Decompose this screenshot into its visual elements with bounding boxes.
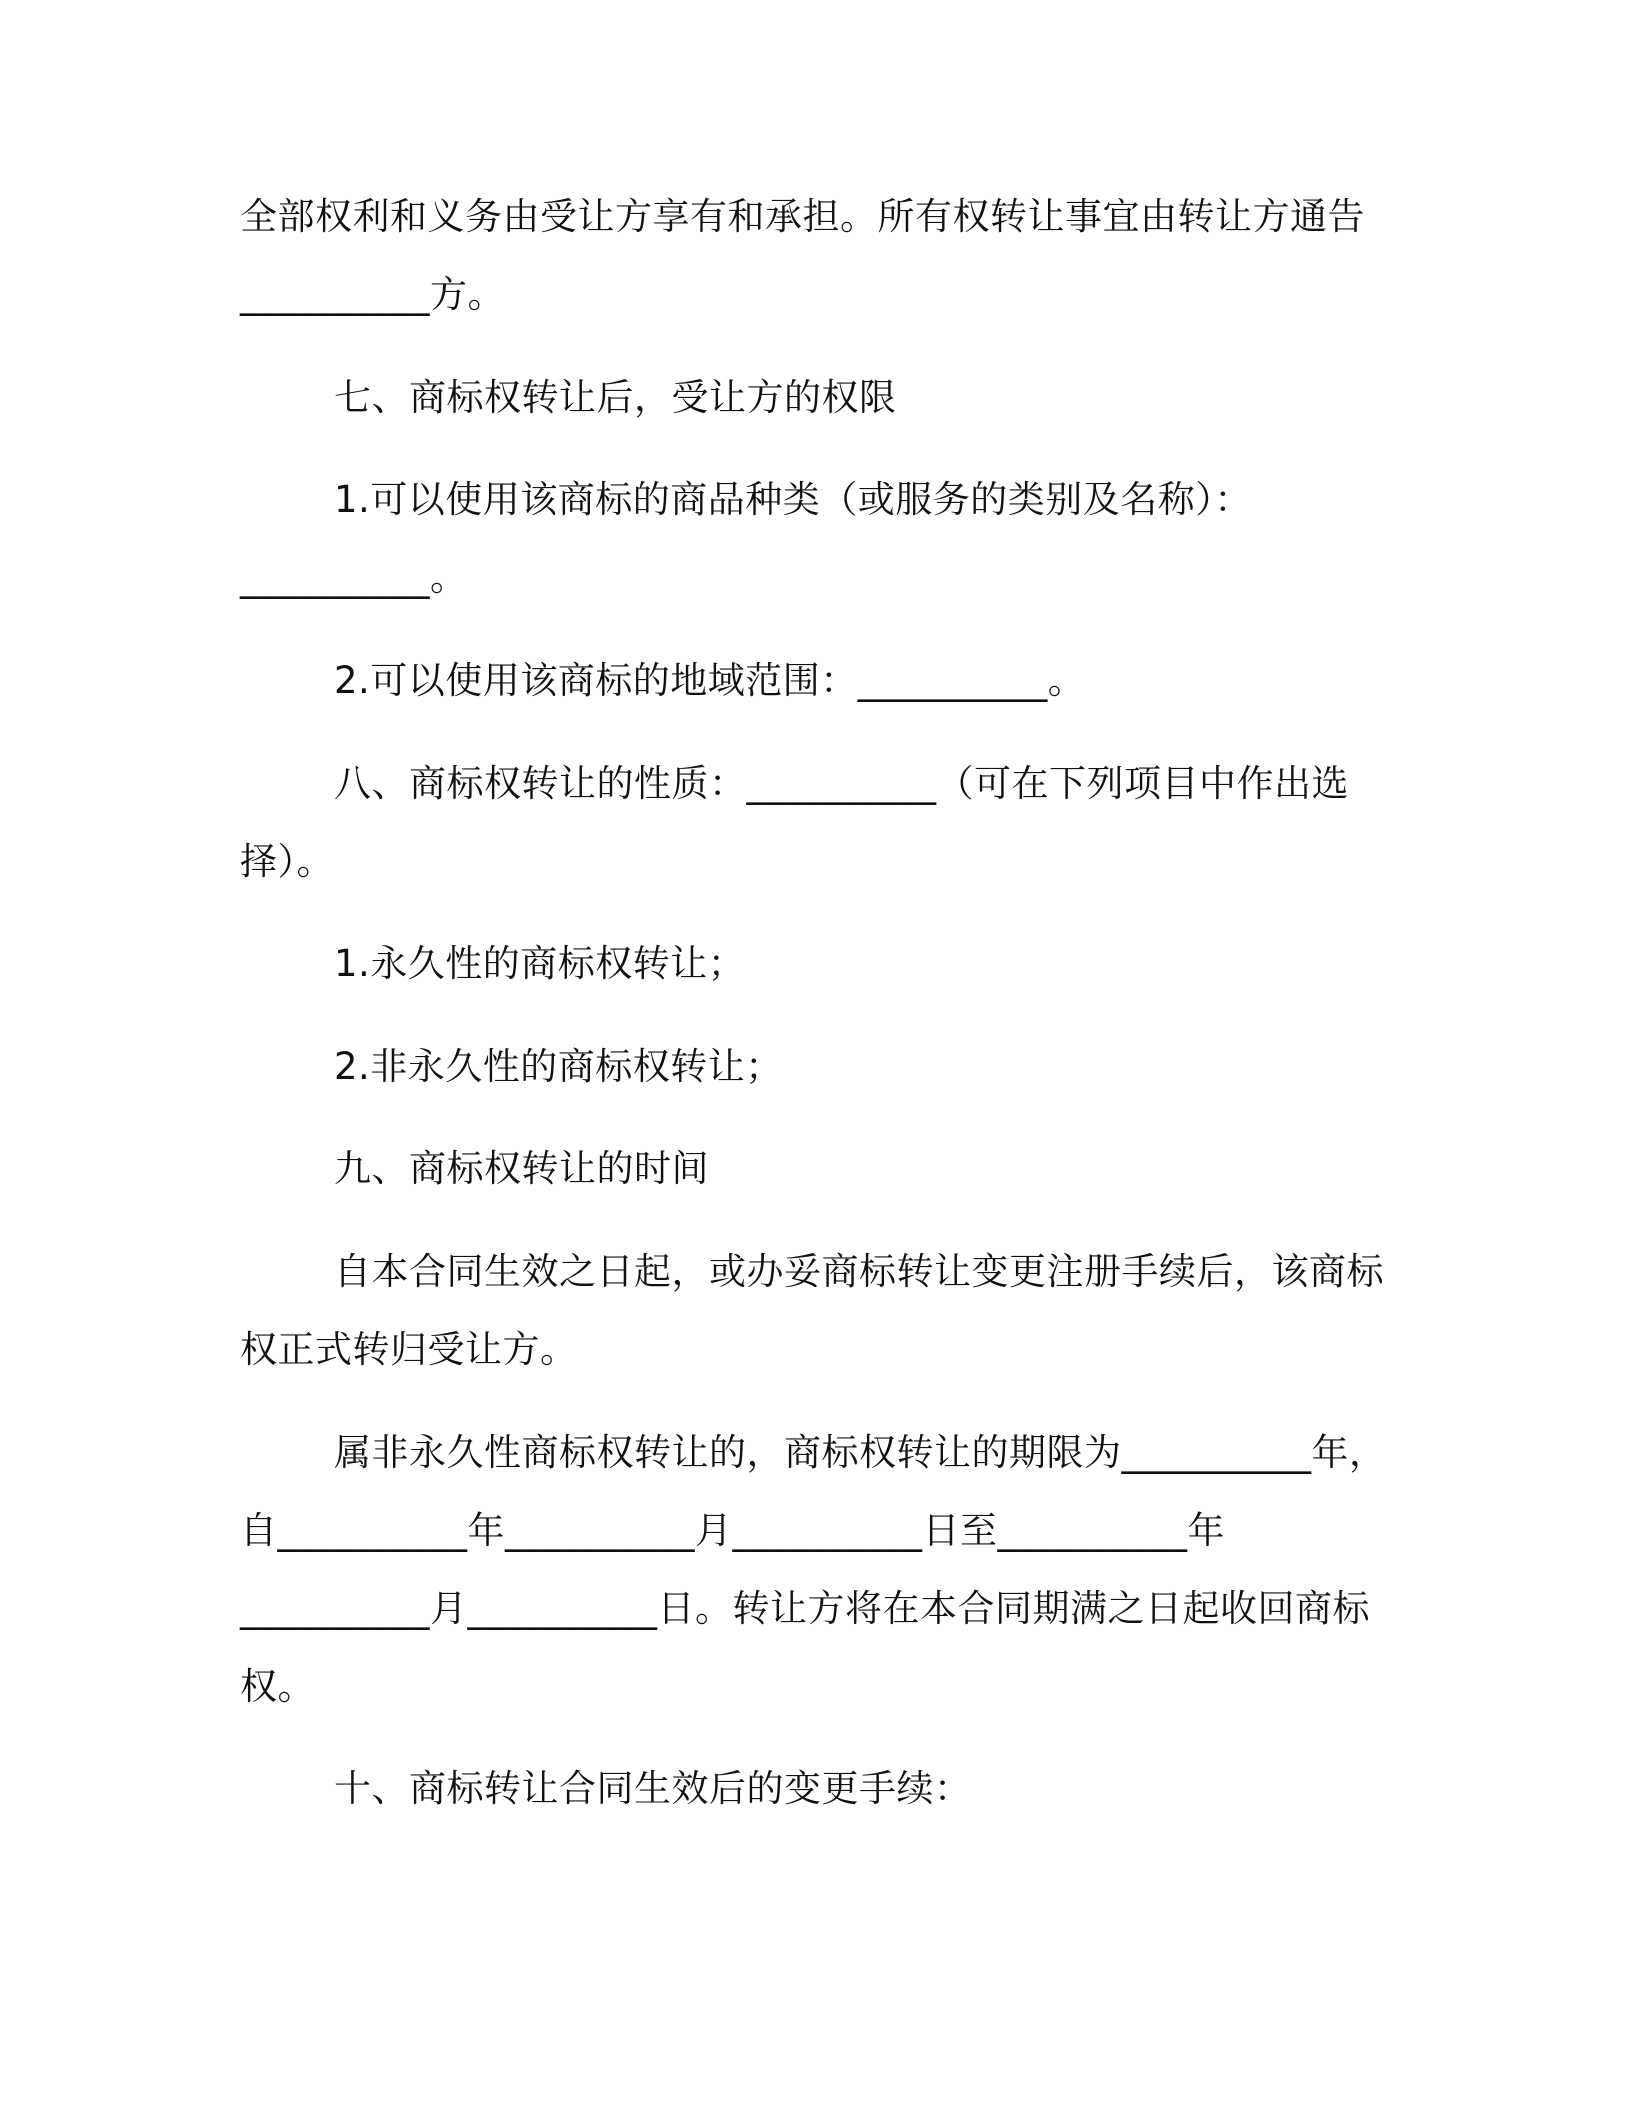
section-9-heading: 九、商标权转让的时间 xyxy=(334,1147,709,1190)
section-8-heading-cont: 择）。 xyxy=(240,840,334,883)
section-8-option-2: 2.非永久性的商标权转让； xyxy=(334,1045,783,1088)
section-7-heading: 七、商标权转让后，受让方的权限 xyxy=(334,376,897,419)
section-9-para-2-line-3: __________月__________日。转让方将在本合同期满之日起收回商标 xyxy=(240,1587,1370,1630)
section-8-option-1: 1.永久性的商标权转让； xyxy=(334,942,746,985)
section-9-para-2-line-1: 属非永久性商标权转让的，商标权转让的期限为__________年， xyxy=(334,1431,1387,1474)
section-9-para-1-line-2: 权正式转归受让方。 xyxy=(240,1328,578,1371)
section-9-para-2-line-4: 权。 xyxy=(240,1665,315,1708)
para-continuation-line-2: __________方。 xyxy=(240,273,505,316)
section-7-item-2: 2.可以使用该商标的地域范围：__________。 xyxy=(334,659,1086,702)
section-7-item-1-blank: __________。 xyxy=(240,556,468,599)
section-9-para-1-line-1: 自本合同生效之日起，或办妥商标转让变更注册手续后，该商标 xyxy=(334,1250,1384,1293)
section-8-heading: 八、商标权转让的性质：__________（可在下列项目中作出选 xyxy=(334,762,1349,805)
para-continuation-line-1: 全部权利和义务由受让方享有和承担。所有权转让事宜由转让方通告 xyxy=(240,195,1365,238)
section-10-heading: 十、商标转让合同生效后的变更手续： xyxy=(334,1767,972,1810)
section-9-para-2-line-2: 自__________年__________月__________日至__________年 xyxy=(240,1509,1225,1552)
section-7-item-1: 1.可以使用该商标的商品种类（或服务的类别及名称）： xyxy=(334,478,1252,521)
